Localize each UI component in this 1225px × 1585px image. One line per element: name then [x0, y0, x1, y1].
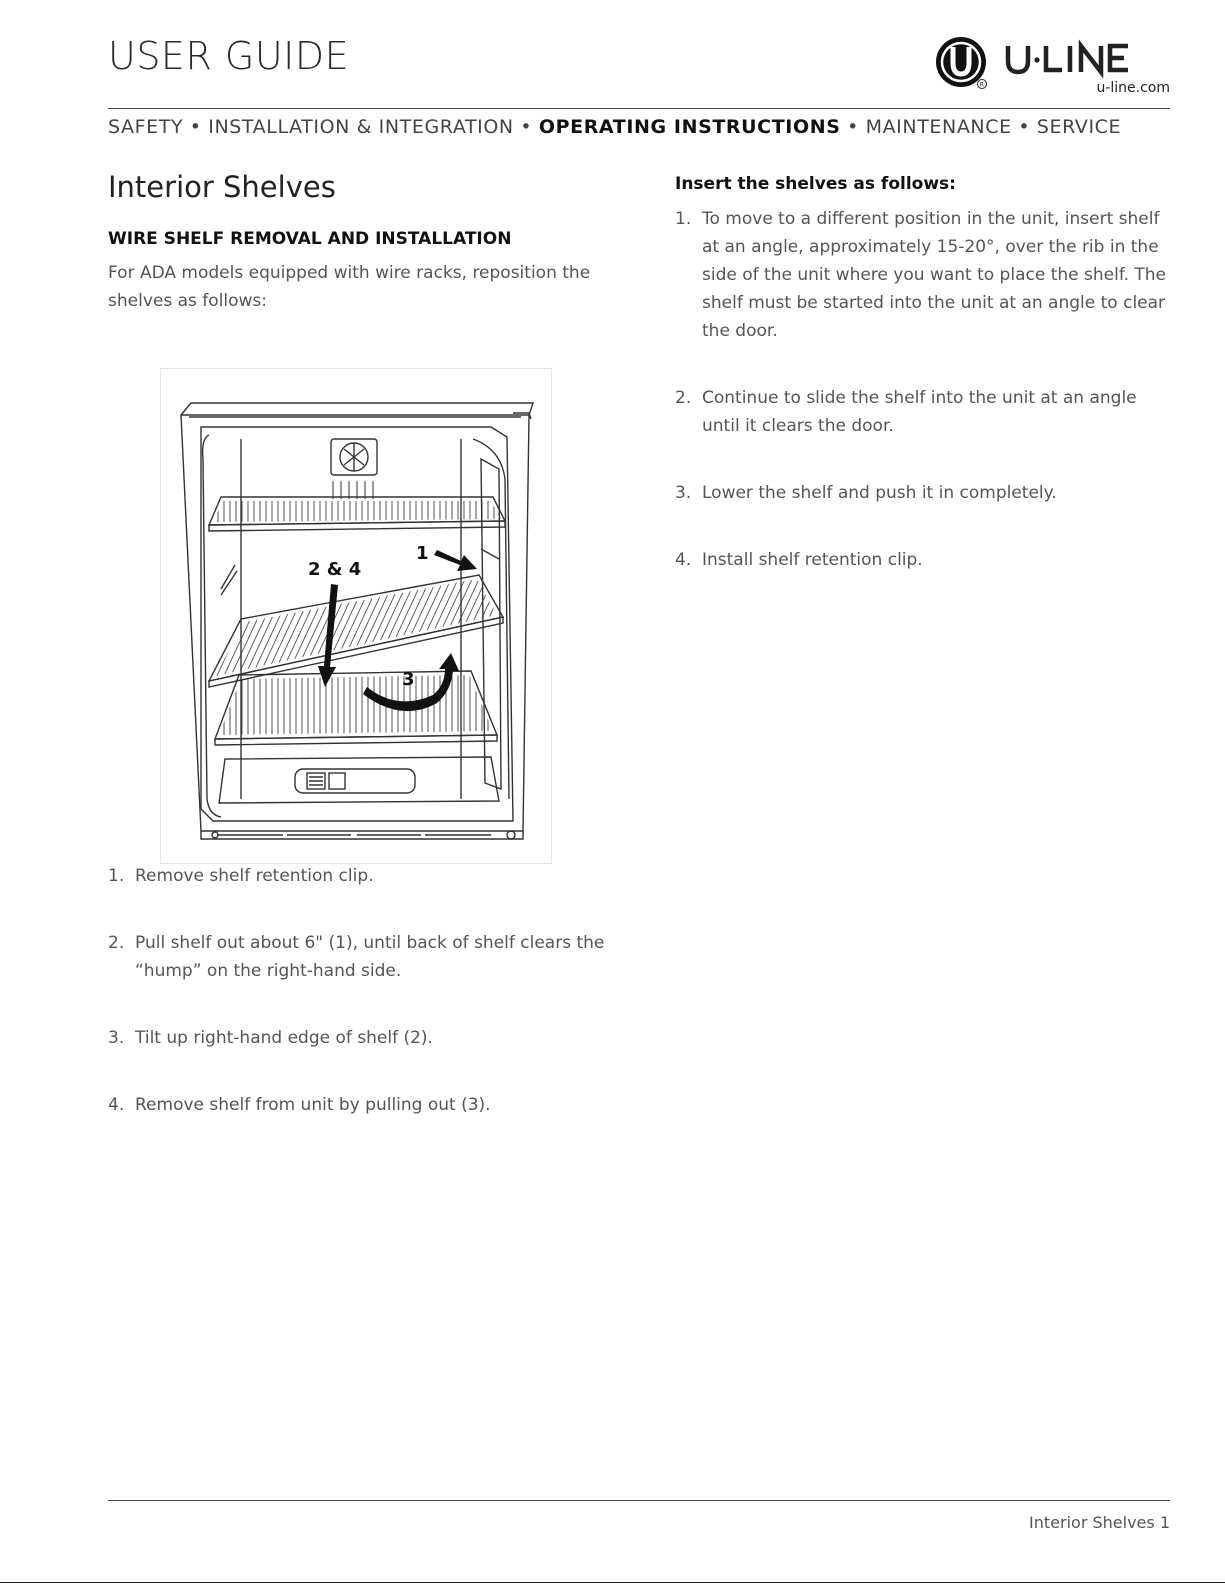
footer-divider — [108, 1500, 1170, 1501]
step-text: To move to a different position in the unit, insert shelf at an angle, approximately 15-20°, over the rib in the side of the unit where you want to place the shelf. The shelf must be started into the unit at an angle to clear the door. — [702, 209, 1166, 341]
page-bottom-edge — [0, 1582, 1225, 1583]
list-item — [675, 479, 1170, 507]
step-text: Lower the shelf and push it in completely. — [702, 483, 1057, 503]
list-item — [108, 929, 608, 985]
shelf-diagram-figure — [160, 368, 552, 864]
step-number: 4. — [675, 550, 692, 570]
document-title: USER GUIDE — [108, 34, 350, 78]
nav-separator: • — [189, 116, 202, 138]
insert-heading: Insert the shelves as follows: — [675, 174, 956, 194]
step-text: Tilt up right-hand edge of shelf (2). — [135, 1028, 433, 1048]
step-text: Remove shelf from unit by pulling out (3). — [135, 1095, 491, 1115]
nav-separator: • — [520, 116, 533, 138]
website-link[interactable]: u-line.com — [1096, 80, 1170, 96]
nav-item-service[interactable]: SERVICE — [1036, 116, 1122, 138]
svg-text:R: R — [979, 81, 984, 89]
step-number: 3. — [675, 483, 692, 503]
nav-item-safety[interactable]: SAFETY — [108, 116, 184, 138]
list-item — [108, 862, 608, 890]
callout-2-and-4: 2 & 4 — [308, 559, 362, 580]
step-number: 1. — [108, 866, 125, 886]
section-subheading: WIRE SHELF REMOVAL AND INSTALLATION — [108, 229, 512, 249]
callout-1: 1 — [416, 543, 429, 564]
nav-separator: • — [1018, 116, 1031, 138]
nav-separator: • — [847, 116, 859, 138]
list-item — [675, 205, 1170, 345]
list-item — [108, 1091, 608, 1119]
u-line-logo-mark-icon — [936, 37, 987, 89]
refrigerator-illustration — [161, 369, 551, 863]
insert-steps-list — [675, 205, 1170, 613]
nav-item-maintenance[interactable]: MAINTENANCE — [865, 116, 1012, 138]
header-divider — [108, 108, 1170, 109]
step-text: Pull shelf out about 6" (1), until back of shelf clears the “hump” on the right-hand side. — [135, 933, 605, 981]
callout-3: 3 — [402, 669, 415, 690]
step-text: Remove shelf retention clip. — [135, 866, 374, 886]
list-item — [675, 546, 1170, 574]
section-title: Interior Shelves — [108, 170, 336, 204]
list-item — [108, 1024, 608, 1052]
page-footer-label: Interior Shelves 1 — [1029, 1513, 1170, 1532]
step-text: Continue to slide the shelf into the unit at an angle until it clears the door. — [702, 388, 1137, 436]
nav-item-operating-instructions[interactable]: OPERATING INSTRUCTIONS — [538, 116, 841, 138]
step-number: 3. — [108, 1028, 125, 1048]
section-nav — [108, 116, 1170, 138]
step-number: 1. — [675, 209, 692, 229]
removal-steps-list — [108, 862, 608, 1158]
list-item — [675, 384, 1170, 440]
u-line-wordmark — [1008, 46, 1128, 72]
nav-item-installation[interactable]: INSTALLATION & INTEGRATION — [208, 116, 514, 138]
intro-paragraph: For ADA models equipped with wire racks, reposition the shelves as follows: — [108, 263, 591, 311]
step-number: 2. — [108, 933, 125, 953]
step-number: 4. — [108, 1095, 125, 1115]
step-text: Install shelf retention clip. — [702, 550, 923, 570]
step-number: 2. — [675, 388, 692, 408]
